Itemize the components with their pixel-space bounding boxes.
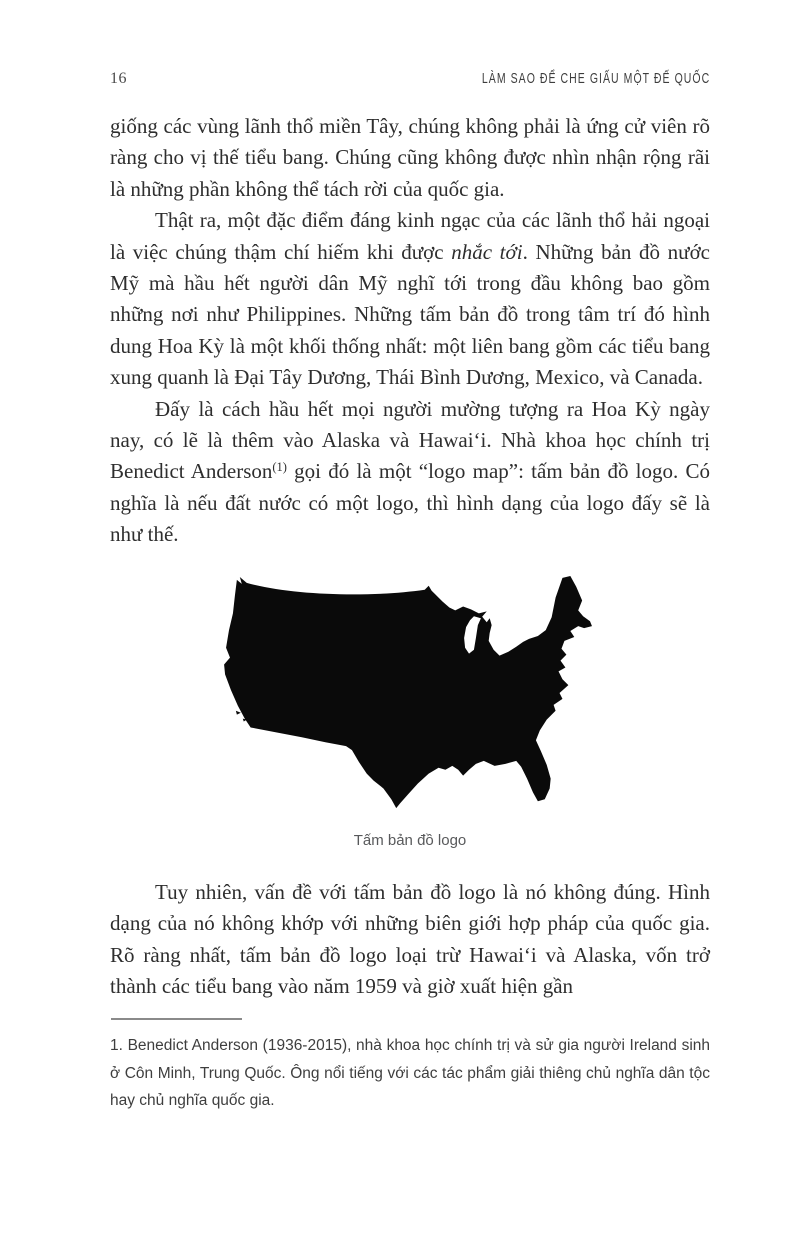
paragraph-3-text-end: gọi đó là một “logo map”: tấm bản đồ logo. Có nghĩa là nếu đất nước có một logo, thì hình dạng của logo đấy sẽ là như thế. bbox=[110, 459, 711, 547]
paragraph-4-text: Tuy nhiên, vấn đề với tấm bản đồ logo là nó không đúng. Hình dạng của nó không khớp với những biên giới hợp pháp của quốc gia. Rõ ràng nhất, tấm bản đồ logo loại trừ Hawaiʻi và Alaska, vốn trở thành các tiểu bang vào năm 1959 và giờ xuất hiện gần bbox=[110, 879, 710, 998]
page-number: 16 bbox=[110, 70, 127, 87]
paragraph-3 bbox=[110, 394, 710, 551]
italic-phrase: nhắc tới bbox=[451, 239, 523, 264]
footnote-separator bbox=[111, 1018, 242, 1020]
paragraph-2 bbox=[110, 205, 710, 393]
body-text-block bbox=[110, 111, 710, 1115]
footnote-reference: (1) bbox=[272, 460, 287, 475]
paragraph-2-text-start: Thật ra, một đặc điểm đáng kinh ngạc của các lãnh thổ hải ngoại là việc chúng thậm chí hiếm khi được bbox=[110, 208, 710, 264]
running-header bbox=[110, 70, 710, 88]
united-states-map-image bbox=[223, 574, 597, 815]
paragraph-2-text-end: . Những bản đồ nước Mỹ mà hầu hết người dân Mỹ nghĩ tới trong đầu không bao gồm những nơi như Philippines. Những tấm bản đồ trong tâm trí đó hình dung Hoa Kỳ là một khối thống nhất: một liên bang gồm các tiểu bang xung quanh là Đại Tây Dương, Thái Bình Dương, Mexico, và Canada. bbox=[110, 239, 710, 390]
paragraph-1 bbox=[110, 111, 710, 205]
logo-map-figure bbox=[110, 574, 710, 850]
paragraph-3-text-start: Đấy là cách hầu hết mọi người mường tượng ra Hoa Kỳ ngày nay, có lẽ là thêm vào Alaska và Hawaiʻi. Nhà khoa học chính trị Benedict Anderson bbox=[110, 396, 710, 484]
figure-caption: Tấm bản đồ logo bbox=[353, 831, 467, 849]
footnote-text: 1. Benedict Anderson (1936-2015), nhà khoa học chính trị và sử gia người Ireland sinh ở Côn Minh, Trung Quốc. Ông nổi tiếng với các tác phẩm giải thiêng chủ nghĩa dân tộc hay chủ nghĩa quốc gia. bbox=[110, 1037, 710, 1110]
footnote-block bbox=[110, 1018, 710, 1115]
running-header-title: LÀM SAO ĐỂ CHE GIẤU MỘT ĐẾ QUỐC bbox=[481, 70, 710, 87]
us-mainland-silhouette bbox=[224, 576, 592, 808]
paragraph-4 bbox=[110, 877, 710, 1003]
paragraph-1-text: giống các vùng lãnh thổ miền Tây, chúng không phải là ứng cử viên rõ ràng cho vị thế tiểu bang. Chúng cũng không được nhìn nhận rộng rãi là những phần không thể tách rời của quốc gia. bbox=[110, 114, 710, 201]
